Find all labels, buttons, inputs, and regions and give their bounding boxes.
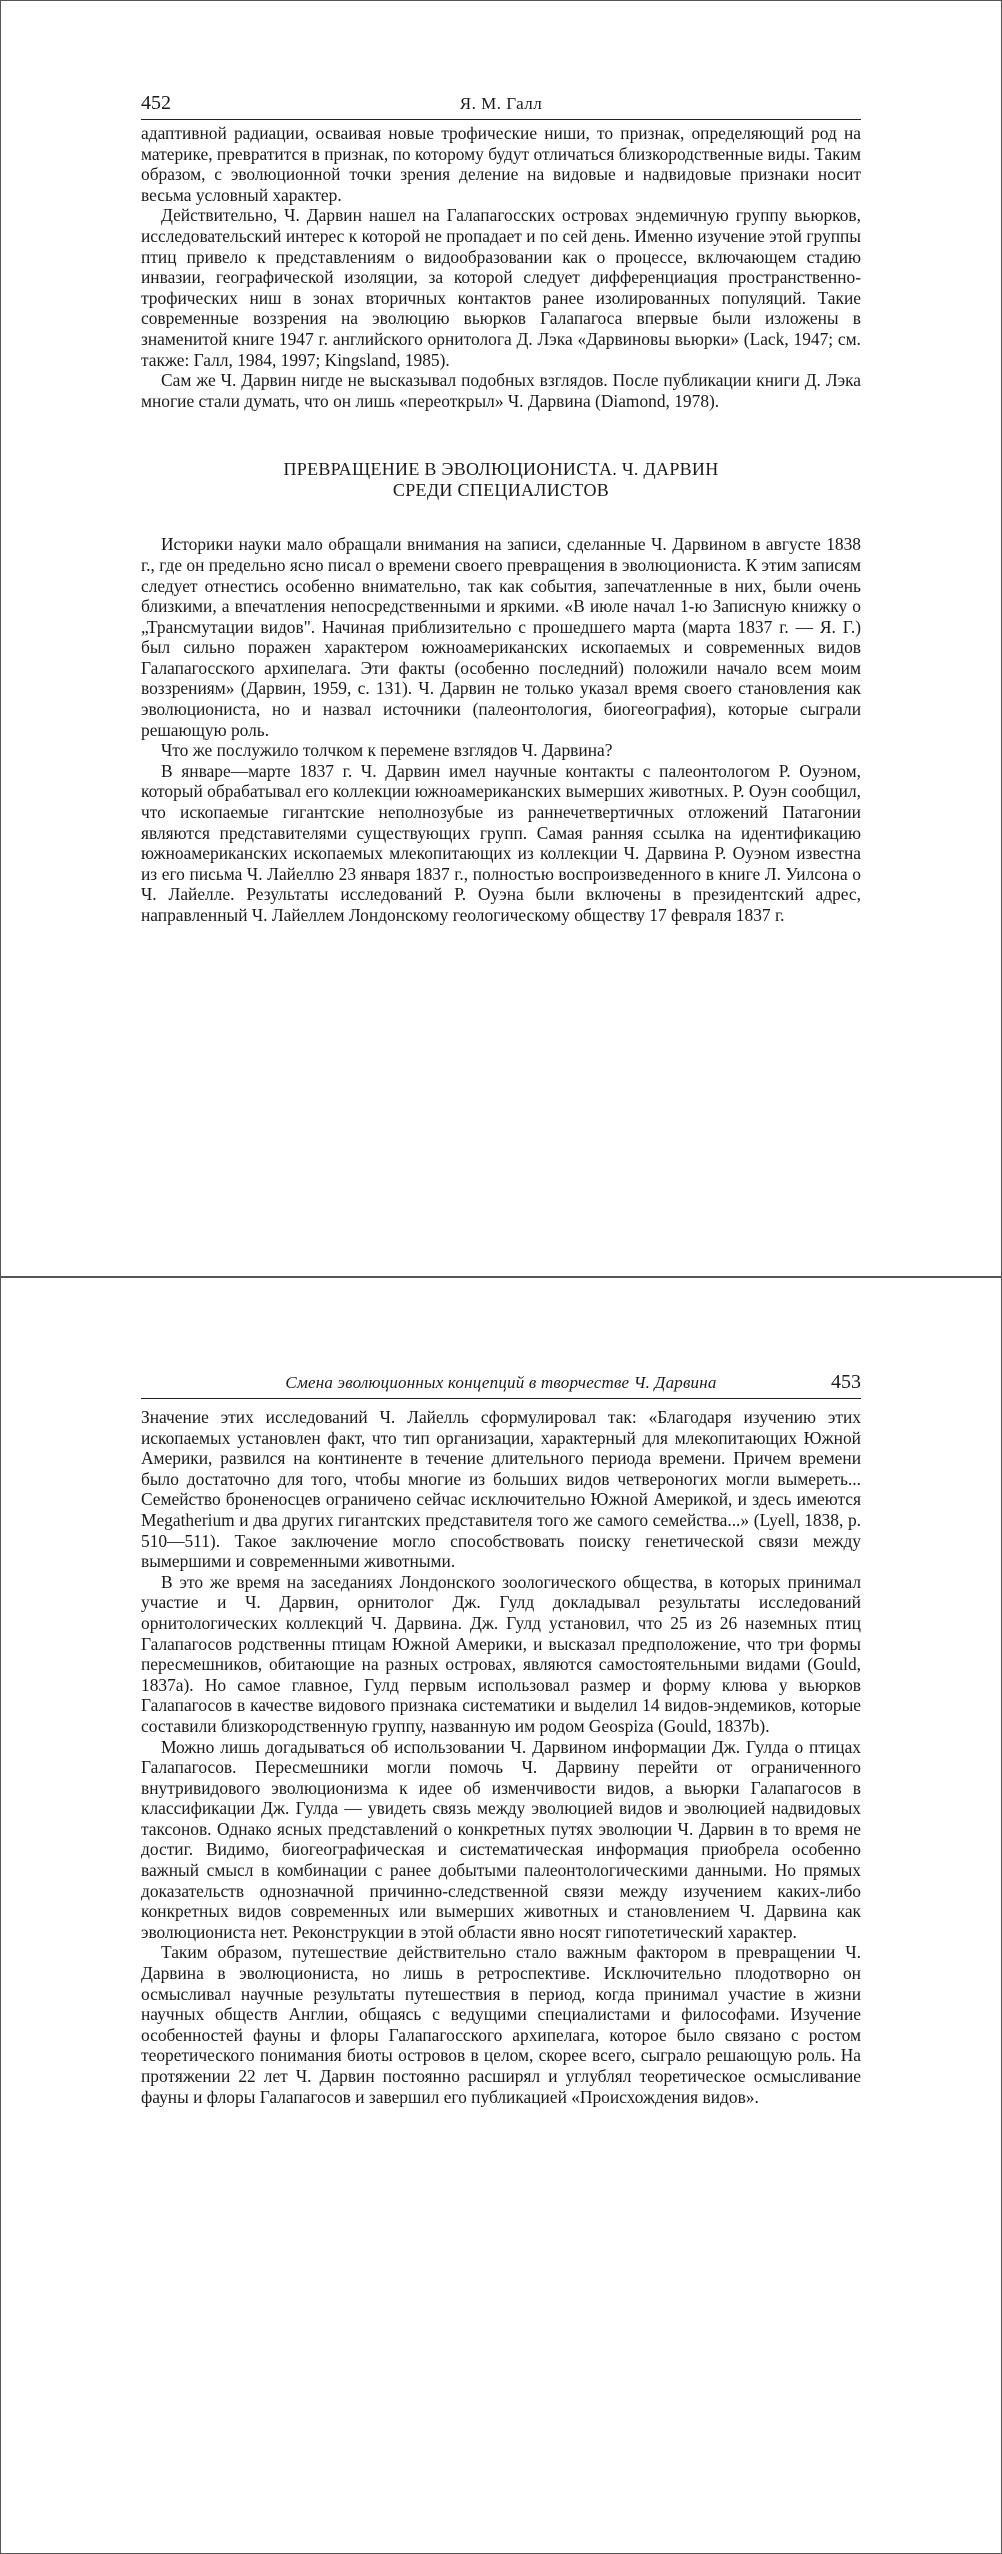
paragraph: В это же время на заседаниях Лондонского зоологического общества, в которых принимал участие и Ч. Дарвин, орнитолог Дж. Гулд докладывал результаты исследований орнитологических коллекций Ч. Дарвина. Дж. Гулд установил, что 25 из 26 наземных птиц Галапагосов родственны птицам Южной Америки, и высказал предположение, что три формы пересмешников, обитающие на разных островах, являются самостоятельными видами (Gould, 1837a). Но самое главное, Гулд первым использовал размер и форму клюва у вьюрков Галапагосов в качестве видового признака систематики и выделил 14 видов-эндемиков, которые составили близкородственную группу, названную им родом Geospiza (Gould, 1837b). <box>141 1571 861 1736</box>
paragraph: Таким образом, путешествие действительно стало важным фактором в превращении Ч. Дарвина в эволюциониста, но лишь в ретроспективе. Исключительно плодотворно он осмысливал научные результаты путешествия в период, когда принимал участие в жизни научных обществ Англии, общаясь с ведущими специалистами и философами. Изучение особенностей фауны и флоры Галапагосского архипелага, которое было связано с ростом теоретического понимания биоты островов в целом, скорее всего, сыграло решающую роль. На протяжении 22 лет Ч. Дарвин постоянно расширял и углублял теоретическое осмысливание фауны и флоры Галапагосов и завершил его публикацией «Происхождения видов». <box>141 1942 861 2107</box>
book-page-453 <box>0 1277 1002 2554</box>
section-heading-line: СРЕДИ СПЕЦИАЛИСТОВ <box>392 480 610 501</box>
body-text <box>141 1407 861 2107</box>
running-title-author: Я. М. Галл <box>459 94 543 113</box>
section-heading <box>141 459 861 501</box>
paragraph: В январе—марте 1837 г. Ч. Дарвин имел научные контакты с палеонтологом Р. Оуэном, который обрабатывал его коллекции южноамериканских вымерших животных. Р. Оуэн сообщил, что ископаемые гигантские неполнозубые из раннечетвертичных отложений Патагонии являются представителями существующих групп. Самая ранняя ссылка на идентификацию южноамериканских ископаемых млекопитающих из коллекции Ч. Дарвина Р. Оуэном известна из его письма Ч. Лайеллю 23 января 1837 г., полностью воспроизведенного в книге Л. Уилсона о Ч. Лайелле. Результаты исследований Р. Оуэна были включены в президентский адрес, направленный Ч. Лайеллем Лондонскому геологическому обществу 17 февраля 1837 г. <box>141 760 861 925</box>
running-head <box>141 1368 861 1399</box>
section-heading-line: ПРЕВРАЩЕНИЕ В ЭВОЛЮЦИОНИСТА. Ч. ДАРВИН <box>283 459 719 480</box>
paragraph: Действительно, Ч. Дарвин нашел на Галапагосских островах эндемичную группу вьюрков, исследовательский интерес к которой не пропадает и по сей день. Именно изучение этой группы птиц привело к представлениям о видообразовании как о процессе, включающем стадию инвазии, географической изоляции, за которой следует дифференциация пространственно-трофических ниш в зонах вторичных контактов ранее изолированных популяций. Такие современные воззрения на эволюцию вьюрков Галапагоса впервые были изложены в знаменитой книге 1947 г. английского орнитолога Д. Лэка «Дарвиновы вьюрки» (Lack, 1947; см. также: Галл, 1984, 1997; Kingsland, 1985). <box>141 205 861 370</box>
running-head <box>141 89 861 120</box>
paragraph: адаптивной радиации, осваивая новые трофические ниши, то признак, определяющий род на материке, превратится в признак, по которому будут отличаться близкородственные виды. Таким образом, с эволюционной точки зрения деление на видовые и надвидовые признаки носит весьма условный характер. <box>141 123 861 205</box>
paragraph: Сам же Ч. Дарвин нигде не высказывал подобных взглядов. После публикации книги Д. Лэка многие стали думать, что он лишь «переоткрыл» Ч. Дарвина (Diamond, 1978). <box>141 370 861 411</box>
running-title-chapter: Смена эволюционных концепций в творчестве Ч. Дарвина <box>285 1373 717 1392</box>
paragraph: Можно лишь догадываться об использовании Ч. Дарвином информации Дж. Гулда о птицах Галапагосов. Пересмешники могли помочь Ч. Дарвину перейти от ограниченного внутривидового эволюционизма к идее об изменчивости видов, а вьюрки Галапагосов в классификации Дж. Гулда — увидеть связь между эволюцией видов и эволюцией надвидовых таксонов. Однако ясных представлений о конкретных путях эволюции Ч. Дарвин в то время не достиг. Видимо, биогеографическая и систематическая информация приобрела особенно важный смысл в комбинации с ранее добытыми палеонтологическими данными. Но прямых доказательств однозначной причинно-следственной связи между изучением каких-либо конкретных видов современных или вымерших животных и становлением Ч. Дарвина как эволюциониста нет. Реконструкции в этой области явно носят гипотетический характер. <box>141 1736 861 1942</box>
body-text <box>141 123 861 926</box>
page-number: 453 <box>831 1371 861 1393</box>
paragraph: Что же послужило толчком к перемене взглядов Ч. Дарвина? <box>161 740 613 761</box>
paragraph: Значение этих исследований Ч. Лайелль сформулировал так: «Благодаря изучению этих ископаемых установлен факт, что тип организации, характерный для млекопитающих Южной Америки, развился на континенте в течение длительного периода времени. Причем времени было достаточно для того, чтобы многие из больших видов четвероногих могли вымереть... Семейство броненосцев ограничено сейчас исключительно Южной Америкой, и здесь имеются Megatherium и два других гигантских представителя того же самого семейства...» (Lyell, 1838, p. 510—511). Такое заключение могло способствовать поиску генетической связи между вымершими и современными животными. <box>141 1407 861 1572</box>
paragraph: Историки науки мало обращали внимания на записи, сделанные Ч. Дарвином в августе 1838 г., где он предельно ясно писал о времени своего превращения в эволюциониста. К этим записям следует отнестись особенно внимательно, так как события, запечатленные в них, были очень близкими, а впечатления непосредственными и яркими. «В июле начал 1-ю Записную книжку о „Трансмутации видов". Начиная приблизительно с прошедшего марта (марта 1837 г. — Я. Г.) был сильно поражен характером южноамериканских ископаемых и современных видов Галапагосского архипелага. Эти факты (особенно последний) положили начало всем моим воззрениям» (Дарвин, 1959, с. 131). Ч. Дарвин не только указал время своего становления как эволюциониста, но и назвал источники (палеонтология, биогеография), которые сыграли решающую роль. <box>141 534 861 740</box>
page-number: 452 <box>141 92 171 114</box>
